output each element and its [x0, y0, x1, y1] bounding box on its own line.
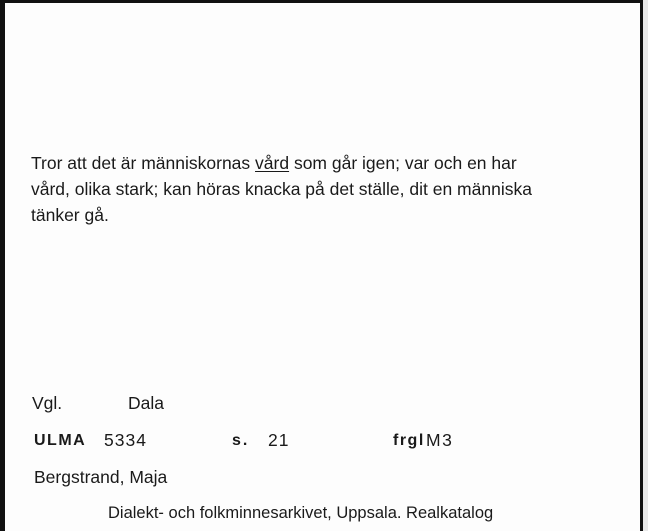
card-border-left: [0, 0, 5, 531]
text-segment: tänker gå.: [31, 205, 109, 225]
card-text-line-1: [31, 150, 621, 176]
informant-name: Bergstrand, Maja: [34, 467, 168, 487]
underlined-word: vård: [255, 153, 290, 173]
compare-label: Vgl.: [32, 393, 63, 413]
scan-edge: [643, 0, 648, 531]
questionnaire-code: M3: [426, 430, 454, 450]
card-border-top: [0, 0, 640, 3]
archive-label: ULMA: [34, 432, 87, 449]
card-text: [31, 150, 621, 228]
card-text-line-2: [31, 176, 621, 202]
card-text-line-3: [31, 202, 621, 228]
text-segment: Tror att det är människornas: [31, 153, 256, 173]
archive-footer: Dialekt- och folkminnesarkivet, Uppsala. Realkatalog: [108, 504, 494, 522]
questionnaire-label: frgl: [393, 432, 425, 449]
page-number: 21: [268, 430, 290, 450]
page-label: s.: [232, 432, 250, 449]
region: Dala: [128, 393, 164, 413]
archive-number: 5334: [104, 430, 147, 450]
text-segment: som går igen; var och en har: [289, 153, 517, 173]
text-segment: vård, olika stark; kan höras knacka på det ställe, dit en människa: [31, 179, 532, 199]
